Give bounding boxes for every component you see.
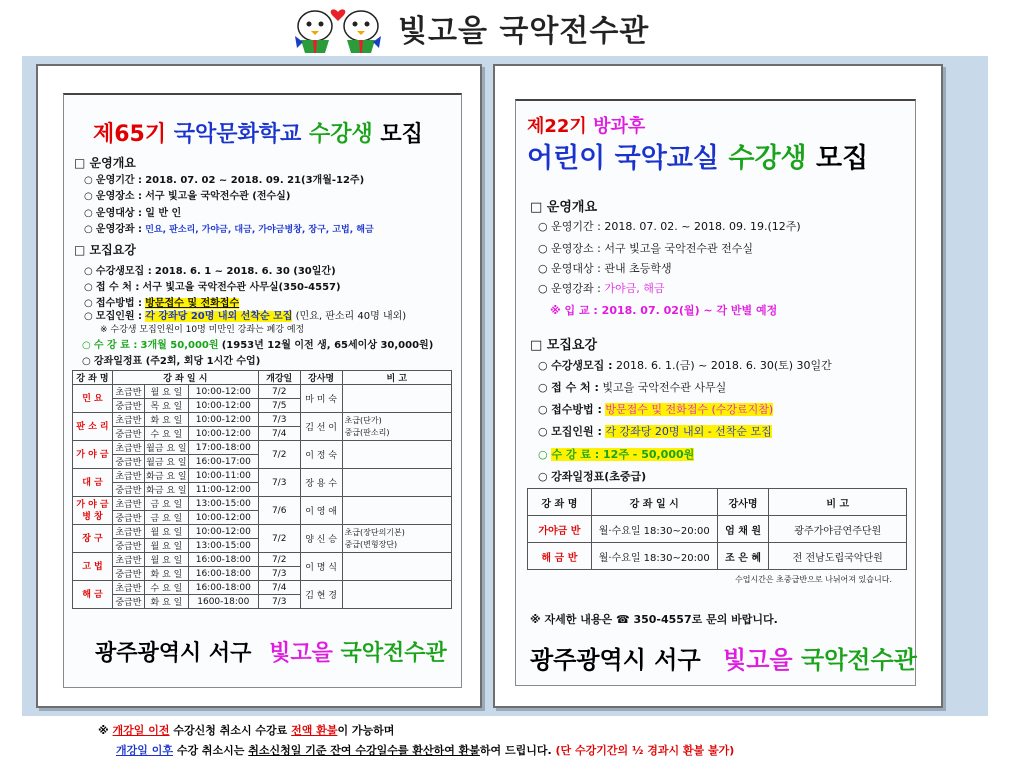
course-name: 장 구 — [73, 525, 113, 553]
right-overview-item — [538, 280, 664, 296]
item-label: 접 수 처 : — [551, 381, 599, 394]
item-label: 운영기간 : — [95, 175, 143, 186]
course-start: 7/2 — [258, 441, 300, 469]
item-label: 운영장소 : — [95, 191, 143, 202]
course-time: 13:00-15:00 — [188, 497, 258, 511]
course-time: 1600-18:00 — [188, 595, 258, 609]
table-row — [73, 581, 452, 595]
item-label: 접수방법 : — [95, 298, 143, 309]
course-note — [342, 553, 451, 581]
item-value: 서구 빛고을 국악전수관 전수실 — [604, 242, 753, 255]
item-value: 각 강좌당 20명 내외 - 선착순 모집 — [605, 425, 772, 438]
table-row — [528, 543, 907, 570]
course-note — [342, 581, 451, 609]
course-time: 16:00-18:00 — [188, 567, 258, 581]
course-day: 월금 요 일 — [144, 455, 188, 469]
item-label: 운영대상 : — [95, 208, 143, 219]
left-fee-value: 3개월 50,000원 — [140, 340, 219, 351]
course-start: 7/4 — [258, 427, 300, 441]
course-name: 민 요 — [73, 385, 113, 413]
bullet-icon: ○ — [84, 311, 96, 322]
course-name: 해 금 반 — [528, 543, 592, 570]
table-row — [73, 385, 452, 399]
course-name: 가야금 반 — [528, 516, 592, 543]
course-time: 11:00-12:00 — [188, 483, 258, 497]
course-time: 10:00-12:00 — [188, 525, 258, 539]
right-title-end: 모집 — [816, 143, 869, 174]
course-level: 중급반 — [112, 427, 144, 441]
item-value: 방문접수 및 전화접수 (수강료지참) — [605, 403, 774, 416]
bullet-icon: ○ — [538, 359, 552, 372]
course-note: 초급(장단의기본) 중급(변형장단) — [342, 525, 451, 553]
course-day: 수 요 일 — [144, 581, 188, 595]
table-row — [528, 516, 907, 543]
right-subtitle-magenta: 방과후 — [593, 116, 646, 137]
course-note — [342, 497, 451, 525]
course-day: 수 요 일 — [144, 427, 188, 441]
course-name: 고 법 — [73, 553, 113, 581]
course-day: 화 요 일 — [144, 413, 188, 427]
course-start: 7/6 — [258, 497, 300, 525]
item-value: 가야금, 해금 — [604, 282, 665, 295]
item-value: 2018. 07. 02. ~ 2018. 09. 19.(12주) — [604, 220, 801, 233]
course-level: 초급반 — [112, 413, 144, 427]
item-label: 운영장소 : — [551, 242, 601, 255]
course-time: 10:00-11:00 — [188, 469, 258, 483]
notice-end1: 이 가능하며 — [337, 724, 395, 737]
course-time: 10:00-12:00 — [188, 413, 258, 427]
course-level: 초급반 — [112, 581, 144, 595]
course-time: 월·수요일 18:30~20:00 — [591, 543, 717, 570]
header-cell: 강 좌 일 시 — [112, 371, 258, 385]
course-level: 초급반 — [112, 441, 144, 455]
right-schedule-note: ○ 강좌일정표(초중급) — [538, 470, 647, 483]
item-label: 모집인원 : — [95, 311, 143, 322]
course-teacher: 이 정 숙 — [300, 441, 342, 469]
bullet-icon: ○ — [84, 298, 96, 309]
course-teacher: 조 은 혜 — [717, 543, 769, 570]
course-start: 7/3 — [258, 469, 300, 497]
bullet-icon: ○ — [84, 282, 96, 293]
left-title-end: 모집 — [380, 122, 423, 147]
course-level: 중급반 — [112, 595, 144, 609]
left-footer-magenta: 빛고을 — [269, 641, 333, 666]
left-fee: ○ 수 강 료 : 3개월 50,000원 (1953년 12월 이전 생, 65세이상 30,000원) — [82, 340, 434, 351]
course-day: 화 요 일 — [144, 595, 188, 609]
table-row — [73, 469, 452, 483]
bullet-icon: ○ — [84, 208, 96, 219]
course-level: 중급반 — [112, 511, 144, 525]
course-day: 월 요 일 — [144, 553, 188, 567]
left-overview-item — [84, 204, 181, 219]
bullet-icon: ○ — [538, 242, 552, 255]
course-level: 중급반 — [112, 399, 144, 413]
item-label: 수강생모집 : — [551, 359, 613, 372]
bullet-icon: ○ — [84, 266, 96, 277]
course-note — [342, 385, 451, 413]
course-teacher: 엄 채 원 — [717, 516, 769, 543]
item-value: 서구 빛고을 국악전수관 사무실(350-4557) — [142, 282, 341, 293]
course-level: 중급반 — [112, 539, 144, 553]
right-overview-item — [538, 240, 753, 256]
right-section-recruit: □ 모집요강 — [530, 338, 598, 353]
course-time: 10:00-12:00 — [188, 511, 258, 525]
left-recruit-item — [84, 307, 406, 322]
header-cell: 강사명 — [717, 489, 769, 516]
course-name: 판 소 리 — [73, 413, 113, 441]
header-cell: 비 고 — [342, 371, 451, 385]
left-fee-label: 수 강 료 : — [93, 340, 138, 351]
course-start: 7/3 — [258, 595, 300, 609]
bullet-icon: ○ — [538, 282, 552, 295]
course-teacher: 김 현 경 — [300, 581, 342, 609]
item-value: 2018. 07. 02 ~ 2018. 09. 21(3개월-12주) — [145, 175, 365, 186]
item-value: 각 강좌당 20명 내외 선착순 모집 — [145, 311, 293, 322]
item-label: 운영기간 : — [551, 220, 601, 233]
left-title-mid: 국악문화학교 — [173, 122, 302, 147]
right-section-overview: □ 운영개요 — [530, 200, 598, 215]
item-value: 2018. 6. 1 ~ 2018. 6. 30 (30일간) — [154, 266, 336, 277]
left-schedule-label: 강좌일정표 (주2회, 회당 1시간 수업) — [93, 356, 261, 367]
course-start: 7/4 — [258, 581, 300, 595]
header — [0, 0, 1016, 56]
course-level: 중급반 — [112, 567, 144, 581]
table-row — [73, 497, 452, 511]
item-value: 민요, 판소리, 가야금, 대금, 가야금병창, 장구, 고법, 해금 — [145, 225, 374, 235]
item-label: 운영대상 : — [551, 262, 601, 275]
right-footer-green: 국악전수관 — [800, 646, 917, 674]
left-fee-extra: (1953년 12월 이전 생, 65세이상 30,000원) — [221, 340, 434, 351]
left-course-table — [72, 370, 452, 609]
bullet-icon: ○ — [538, 220, 552, 233]
course-note: 전 전남도립국악단원 — [769, 543, 907, 570]
course-time: 10:00-12:00 — [188, 399, 258, 413]
course-note: 초급(단가) 중급(판소리) — [342, 413, 451, 441]
table-header-row — [528, 489, 907, 516]
bullet-icon: ○ — [84, 224, 96, 235]
left-recruit-item — [84, 278, 341, 293]
course-level: 초급반 — [112, 525, 144, 539]
left-footer-green: 국악전수관 — [340, 641, 447, 666]
right-schedule-label: 강좌일정표(초중급) — [551, 470, 647, 483]
course-start: 7/2 — [258, 525, 300, 553]
right-overview-item — [538, 218, 801, 234]
course-teacher: 이 명 식 — [300, 553, 342, 581]
bullet-icon: ○ — [84, 191, 96, 202]
bullet-icon: ○ — [538, 425, 552, 438]
course-note — [342, 441, 451, 469]
table-row — [73, 441, 452, 455]
course-day: 목 요 일 — [144, 399, 188, 413]
course-level: 초급반 — [112, 469, 144, 483]
course-time: 16:00-18:00 — [188, 581, 258, 595]
course-day: 화금 요 일 — [144, 469, 188, 483]
item-label: 접수방법 : — [551, 403, 602, 416]
left-title — [93, 117, 423, 148]
course-level: 중급반 — [112, 455, 144, 469]
notice-u2: 취소신청일 기준 잔여 수강일수를 환산하여 환불 — [248, 744, 480, 757]
item-value: 서구 빛고을 국악전수관 (전수실) — [145, 191, 291, 202]
course-name: 가 야 금 병 창 — [73, 497, 113, 525]
item-label: 운영강좌 : — [551, 282, 601, 295]
course-time: 16:00-17:00 — [188, 455, 258, 469]
right-fee: ○ 수 강 료 : 12주 - 50,000원 — [538, 448, 695, 461]
item-value: 관내 초등학생 — [604, 262, 672, 275]
course-start: 7/3 — [258, 413, 300, 427]
left-footer-black: 광주광역시 서구 — [95, 641, 252, 666]
bullet-icon: ○ — [538, 403, 552, 416]
right-footer-black: 광주광역시 서구 — [530, 646, 701, 674]
header-cell: 강사명 — [300, 371, 342, 385]
right-course-table — [527, 488, 907, 570]
course-level: 초급반 — [112, 385, 144, 399]
course-day: 월 요 일 — [144, 385, 188, 399]
course-day: 월 요 일 — [144, 539, 188, 553]
right-recruit-item — [538, 357, 832, 373]
bullet-icon: ○ — [84, 175, 96, 186]
table-header-row — [73, 371, 452, 385]
right-recruit-item — [538, 379, 726, 395]
bullet-icon: ○ — [538, 262, 552, 275]
notice-red1: 개강일 이전 — [112, 724, 170, 737]
course-level: 중급반 — [112, 483, 144, 497]
notice-end2: 하여 드립니다. — [479, 744, 552, 757]
right-footer — [530, 640, 917, 675]
left-title-prefix: 제65기 — [93, 122, 167, 147]
course-start: 7/5 — [258, 399, 300, 413]
left-recruit-item — [84, 262, 336, 277]
course-day: 화 요 일 — [144, 567, 188, 581]
right-title-green: 수강생 — [728, 143, 807, 174]
item-value: 방문접수 및 전화접수 — [145, 298, 240, 309]
left-note-cancel: ※ 수강생 모집인원이 10명 미만인 강좌는 폐강 예정 — [100, 325, 305, 335]
course-start: 7/2 — [258, 385, 300, 399]
course-name: 대 금 — [73, 469, 113, 497]
notice-red3: (단 수강기간의 ½ 경과시 환불 불가) — [555, 744, 735, 757]
course-start: 7/2 — [258, 553, 300, 567]
course-time: 17:00-18:00 — [188, 441, 258, 455]
notice-mid2: 수강 취소시는 — [176, 744, 245, 757]
table-row — [73, 413, 452, 427]
course-level: 초급반 — [112, 497, 144, 511]
right-subtitle — [527, 112, 645, 138]
course-time: 월·수요일 18:30~20:00 — [591, 516, 717, 543]
right-contact: ※ 자세한 내용은 ☎ 350-4557로 문의 바랍니다. — [530, 613, 778, 626]
course-teacher: 양 신 승 — [300, 525, 342, 553]
course-teacher: 김 선 이 — [300, 413, 342, 441]
right-open-note: ※ 입 교 : 2018. 07. 02(월) ~ 각 반별 예정 — [550, 304, 778, 317]
notice-red2: 전액 환불 — [291, 724, 338, 737]
mascot-icon — [285, 6, 391, 54]
course-name: 해 금 — [73, 581, 113, 609]
course-start: 7/3 — [258, 567, 300, 581]
notice-mid: 수강신청 취소시 수강료 — [173, 724, 288, 737]
right-footer-magenta: 빛고을 — [723, 646, 793, 674]
course-teacher: 이 영 애 — [300, 497, 342, 525]
item-label: 수강생모집 : — [95, 266, 152, 277]
notice-line2 — [116, 742, 734, 758]
course-teacher: 마 미 숙 — [300, 385, 342, 413]
item-label: 접 수 처 : — [95, 282, 140, 293]
notice-u1: 개강일 이후 — [116, 744, 173, 757]
notice-line1 — [98, 722, 394, 738]
right-table-note: 수업시간은 초중급반으로 나뉘어져 있습니다. — [735, 575, 893, 584]
course-time: 10:00-12:00 — [188, 427, 258, 441]
course-day: 금 요 일 — [144, 497, 188, 511]
right-subtitle-red: 제22기 — [527, 116, 587, 137]
item-value: 빛고을 국악전수관 사무실 — [602, 381, 727, 394]
course-level: 초급반 — [112, 553, 144, 567]
left-section-recruit: □ 모집요강 — [74, 243, 136, 257]
course-note — [342, 469, 451, 497]
item-value: 2018. 6. 1.(금) ~ 2018. 6. 30(토) 30일간 — [615, 359, 832, 372]
course-time: 16:00-18:00 — [188, 553, 258, 567]
course-name: 가 야 금 — [73, 441, 113, 469]
site-title: 빛고을 국악전수관 — [398, 14, 650, 49]
course-day: 금 요 일 — [144, 511, 188, 525]
header-cell: 강 좌 명 — [528, 489, 592, 516]
left-footer — [95, 636, 447, 667]
left-schedule-note: ○ 강좌일정표 (주2회, 회당 1시간 수업) — [82, 356, 261, 367]
header-cell: 비 고 — [769, 489, 907, 516]
right-title-blue: 어린이 국악교실 — [527, 143, 719, 174]
item-value: 일 반 인 — [145, 208, 182, 219]
course-day: 월금 요 일 — [144, 441, 188, 455]
bullet-icon: ○ — [538, 381, 552, 394]
course-time: 13:00-15:00 — [188, 539, 258, 553]
header-cell: 강 좌 명 — [73, 371, 113, 385]
course-day: 월 요 일 — [144, 525, 188, 539]
left-title-green: 수강생 — [308, 122, 373, 147]
item-label: 모집인원 : — [551, 425, 602, 438]
right-recruit-item — [538, 401, 773, 417]
header-cell: 개강일 — [258, 371, 300, 385]
course-teacher: 장 용 수 — [300, 469, 342, 497]
right-title — [527, 136, 868, 175]
right-recruit-item — [538, 423, 772, 439]
right-fee-text: 수 강 료 : 12주 - 50,000원 — [551, 448, 695, 461]
left-section-overview: □ 운영개요 — [74, 156, 136, 170]
course-day: 화금 요 일 — [144, 483, 188, 497]
header-cell: 강 좌 일 시 — [591, 489, 717, 516]
left-overview-item — [84, 220, 374, 235]
course-time: 10:00-12:00 — [188, 385, 258, 399]
notice-mark: ※ — [98, 724, 109, 737]
course-note: 광주가야금연주단원 — [769, 516, 907, 543]
right-overview-item — [538, 260, 672, 276]
table-row — [73, 553, 452, 567]
left-overview-item — [84, 171, 364, 186]
table-row — [73, 525, 452, 539]
item-label: 운영강좌 : — [95, 224, 143, 235]
left-overview-item — [84, 187, 290, 202]
item-extra: (민요, 판소리 40명 내외) — [295, 311, 407, 322]
